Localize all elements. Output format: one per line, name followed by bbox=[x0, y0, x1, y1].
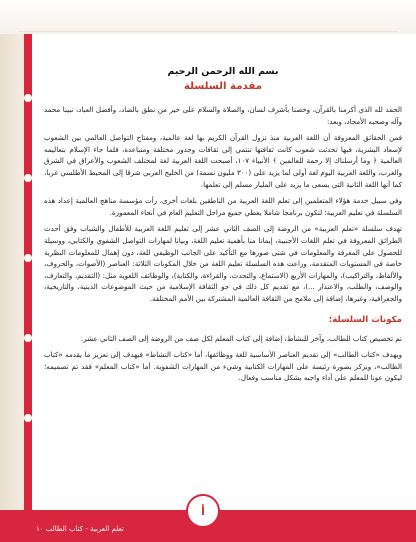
side-tab bbox=[24, 34, 32, 510]
basmala: بسم الله الرحمن الرحيم bbox=[167, 66, 279, 77]
paragraph: فمن الحقائق المعروفة أن اللغة العربية منذ نزول القرآن الكريم بها لغة عالمية، ومفتاح التواصل العالمي بين الشعوب لإسعاد البشرية، فبها تحدثت شعوب كانت ثقافتها تنتمي إلى ثقافات وجذور مختلفة ومتباعدة، فلما جاء الإسلام بتعاليمه العالمية ﴿ وما أرسلناك إلا رحمة للعالمين ﴾ الأنبياء ١٠٧، أصبحت اللغة العربية لغة لمختلف الشعوب والأعراق في الشرق والغرب، واللغة العربية اليوم لغة أولى لما يزيد على (٣٠٠ مليون نسمة) من الخليج العربي شرقا إلى المحيط الأطلسي غربا، كما أنها اللغة الثانية التي يسعى ما يزيد على المليار مسلم إلى تعلمها. bbox=[44, 133, 403, 189]
page-heading: مقدمة السلسلة bbox=[183, 81, 263, 92]
side-decoration bbox=[0, 34, 32, 510]
tab-notch bbox=[24, 334, 32, 342]
tab-notch bbox=[24, 174, 32, 182]
tab-notch bbox=[24, 94, 32, 102]
paragraph: الحمد لله الذي أكرمنا بالقرآن، وخصنا بأشرف لسان، والصلاة والسلام على خير من نطق بالضاد، وأفضل العباد، نبينا محمد وآله وصحبه الأمجاد، وبعد: bbox=[44, 105, 402, 126]
page-number: أ bbox=[201, 504, 205, 518]
paragraph: تهدف سلسلة «تعلم العربية» من الروضة إلى الصف الثاني عشر إلى تعليم اللغة العربية للأطفال والشباب وفق أحدث الطرائق المعروفة في تعلم اللغات الأجنبية، إيمانا منا بأهمية تعليم اللغة، وبيانا لمهارات التواصل الشفوي والكتابي، ووسيلة للحصول على المعرفة والمعلومات في شتى صورها مع التأكيد على الجانب الوظيفي للغة، دون إهمال للمعلومات النظرية خاصة في المستويات المتقدمة، وراعت هذه السلسلة تعليم اللغة من خلال المكونات الثلاثة: العناصر (الأصوات، والحروف، والألفاظ، والتراكيب)، والمهارات الأربع (الاستماع، والتحدث، والقراءة، والكتابة)، والوظائف اللغوية مثل: (التقديم، والتعارف، والوصف، والطلب، والاعتذار ...)، مع تقديم كل ذلك في جو الثقافة الإسلامية من حيث الموضوعات الدينية، والتاريخية، والجغرافية، وغيرها، إضافة إلى ملامح من الثقافة العالمية المشتركة بين الأمم المختلفة. bbox=[44, 224, 402, 303]
section-title: مكونات السلسلة: bbox=[328, 314, 402, 325]
section-paragraph: تم تخصيص كتاب للطالب، وآخر للنشاط، إضافة إلى كتاب المعلم لكل صف من الروضة إلى الصف الثاني عشر. bbox=[80, 333, 402, 343]
paragraph: وفي سبيل خدمة هؤلاء المتعلمين إلى تعلم اللغة العربية من الناطقين بلغات أخرى، رأت مؤسسة مناهج العالمية إعداد هذه السلسلة في تعليم العربية؛ لتكون برنامجا شاملا يغطي جميع مراحل التعليم العام في أنحاء المعمورة. bbox=[44, 196, 402, 217]
tab-notch bbox=[24, 254, 32, 262]
section-paragraph: ويهدف «كتاب الطالب» إلى تقديم العناصر الأساسية للغة ووظائفها، أما «كتاب النشاط» فيهدف إلى تعزيز ما يقدمه «كتاب الطالب»، ويركز بصورة رئيسة على المهارات الكتابية وشيء من المهارات الشفوية. أما «كتاب المعلم» فقد تم تصميمه؛ ليكون عونا للمعلم على أداء واجبه بشكل مناسب وفعال. bbox=[44, 350, 402, 383]
footer-book-title: تعلم العربية - كتاب الطالب ١٠ bbox=[36, 525, 124, 533]
page-content bbox=[44, 52, 402, 498]
page-number-badge bbox=[186, 494, 220, 528]
page-top-band bbox=[0, 0, 416, 34]
top-rule bbox=[18, 31, 398, 32]
tab-notch bbox=[24, 414, 32, 422]
